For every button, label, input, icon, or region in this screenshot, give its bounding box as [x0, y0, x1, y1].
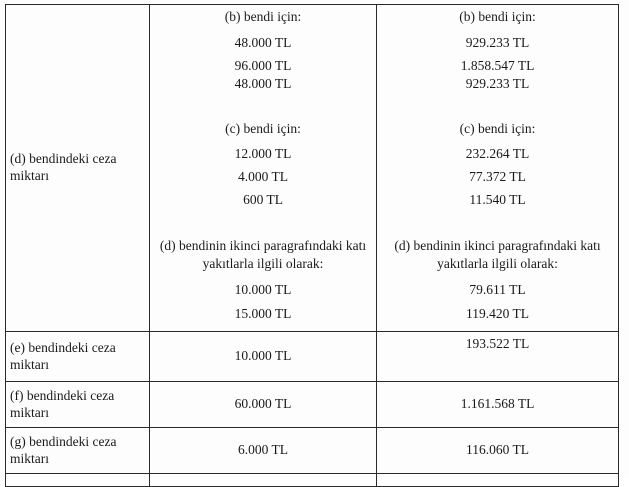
row-label-e: [6, 332, 150, 382]
group-title-d: (d) bendinin ikinci paragrafındaki katı: [394, 238, 601, 253]
value: 79.611 TL: [469, 282, 526, 297]
value: 12.000 TL: [234, 146, 292, 161]
label-line: miktarı: [10, 356, 49, 372]
value: 77.372 TL: [469, 169, 526, 184]
new-amount-cell-g: 116.060 TL: [377, 428, 619, 474]
value: 1.858.547 TL: [460, 58, 535, 73]
value: 929.233 TL: [465, 35, 530, 50]
group-title-b: (b) bendi için:: [224, 9, 302, 24]
label-line: miktarı: [10, 404, 49, 420]
label-line: (e) bendindeki ceza: [10, 339, 116, 355]
old-amount-cell-g: 6.000 TL: [150, 428, 377, 474]
old-amount-cell-f: 60.000 TL: [150, 382, 377, 428]
value: 48.000 TL: [234, 76, 292, 91]
label-line: miktarı: [10, 450, 49, 466]
new-amount-cell-d: [377, 5, 619, 332]
group-title-c: (c) bendi için:: [225, 121, 301, 136]
group-title-d: (d) bendinin ikinci paragrafındaki katı: [159, 238, 367, 253]
value: 4.000 TL: [238, 169, 288, 184]
value: 48.000 TL: [234, 35, 292, 50]
label-line: (d) bendindeki ceza: [10, 151, 117, 167]
value: 119.420 TL: [466, 306, 529, 321]
table-row-f: [6, 382, 619, 428]
table-row-partial: [6, 474, 619, 487]
partial-cell: [150, 474, 377, 487]
table-row-g: [6, 428, 619, 474]
value: 600 TL: [243, 192, 283, 207]
penalty-amounts-table: [5, 4, 619, 487]
new-amount-cell-e: 193.522 TL: [377, 332, 619, 382]
group-title-d-line2: yakıtlarla ilgili olarak:: [202, 256, 324, 271]
group-title-c: (c) bendi için:: [459, 121, 536, 136]
new-amount-cell-f: 1.161.568 TL: [377, 382, 619, 428]
table-row-e: [6, 332, 619, 382]
row-label-d: [6, 5, 150, 332]
old-amount-cell-e: 10.000 TL: [150, 332, 377, 382]
row-label-f: [6, 382, 150, 428]
partial-cell: [6, 474, 150, 487]
group-title-b: (b) bendi için:: [459, 9, 536, 24]
value: 11.540 TL: [469, 192, 526, 207]
value: 929.233 TL: [465, 76, 530, 91]
label-line: (f) bendindeki ceza: [10, 387, 115, 403]
label-line: miktarı: [10, 168, 49, 183]
value: 96.000 TL: [234, 58, 292, 73]
value: 15.000 TL: [234, 306, 292, 321]
label-line: (g) bendindeki ceza: [10, 433, 117, 449]
table-row-d: [6, 5, 619, 332]
old-amount-cell-d: [150, 5, 377, 332]
row-label-g: [6, 428, 150, 474]
value: 232.264 TL: [465, 146, 530, 161]
value: 10.000 TL: [234, 282, 292, 297]
group-title-d-line2: yakıtlarla ilgili olarak:: [437, 256, 558, 271]
partial-cell: [377, 474, 619, 487]
